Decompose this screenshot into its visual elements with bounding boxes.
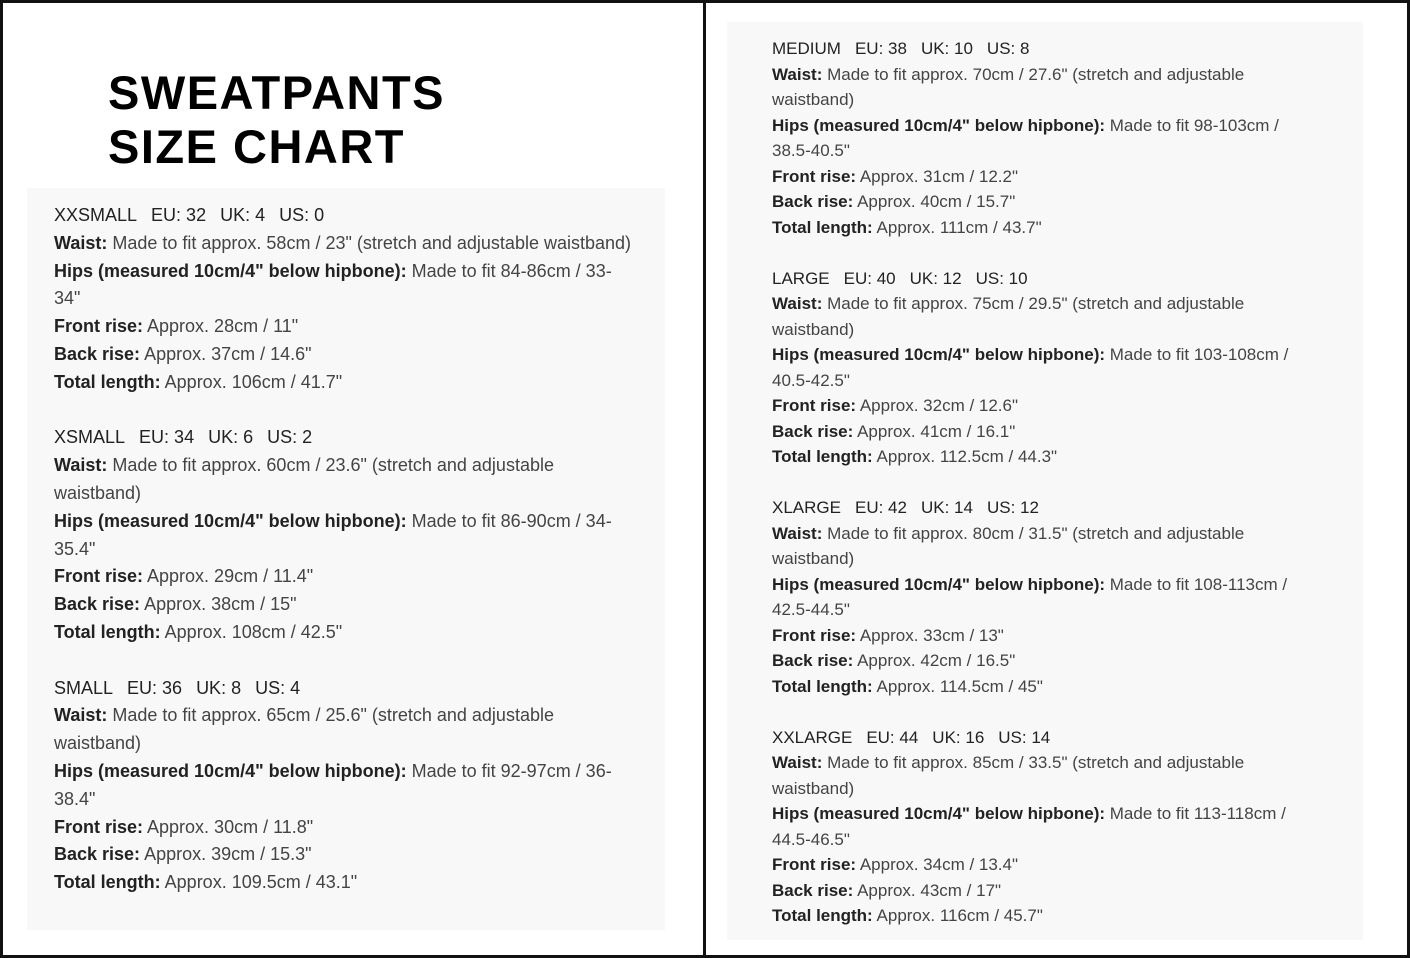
size-header — [54, 424, 634, 452]
waist-label: Waist: — [54, 232, 108, 253]
back-rise-row — [772, 419, 1292, 445]
back-rise-value: Approx. 38cm / 15" — [140, 594, 297, 615]
size-header — [772, 266, 1292, 292]
hips-row — [772, 113, 1292, 164]
hips-label: Hips (measured 10cm/4" below hipbone): — [54, 760, 407, 781]
size-block — [772, 36, 1292, 240]
front-rise-label: Front rise: — [772, 625, 857, 645]
hips-label: Hips (measured 10cm/4" below hipbone): — [772, 574, 1106, 594]
back-rise-value: Approx. 40cm / 15.7" — [853, 192, 1016, 211]
size-name: XSMALL — [54, 427, 126, 448]
front-rise-label: Front rise: — [772, 855, 857, 874]
waist-row — [54, 702, 634, 758]
hips-value: Made to fit 108-113cm / 42.5-44.5" — [772, 574, 1288, 619]
size-us: US: 12 — [986, 498, 1039, 517]
size-us: US: 4 — [255, 677, 301, 698]
front-rise-label: Front rise: — [772, 396, 857, 415]
waist-label: Waist: — [54, 455, 108, 476]
waist-row — [772, 62, 1292, 113]
total-length-row — [54, 369, 634, 397]
hips-value: Made to fit 84-86cm / 33-34" — [54, 260, 612, 309]
back-rise-row — [772, 878, 1292, 904]
right-size-panel — [727, 22, 1363, 940]
front-rise-value: Approx. 28cm / 11" — [143, 316, 299, 337]
hips-row — [54, 758, 634, 814]
waist-label: Waist: — [772, 753, 823, 772]
total-length-label: Total length: — [54, 872, 161, 893]
total-length-row — [772, 444, 1292, 470]
hips-row — [772, 801, 1292, 852]
front-rise-value: Approx. 30cm / 11.8" — [143, 816, 314, 837]
back-rise-value: Approx. 43cm / 17" — [853, 880, 1002, 900]
total-length-label: Total length: — [772, 676, 873, 696]
front-rise-value: Approx. 29cm / 11.4" — [143, 566, 314, 587]
waist-label: Waist: — [772, 294, 823, 313]
hips-row — [54, 258, 634, 314]
size-name: LARGE — [772, 268, 830, 288]
total-length-value: Approx. 114.5cm / 45" — [872, 676, 1043, 696]
total-length-label: Total length: — [54, 621, 161, 642]
size-us: US: 10 — [975, 268, 1028, 288]
total-length-label: Total length: — [772, 906, 873, 925]
waist-value: Made to fit approx. 85cm / 33.5" (stretch and adjustable waistband) — [772, 753, 1245, 798]
back-rise-row — [54, 341, 634, 369]
size-uk: UK: 16 — [932, 727, 985, 747]
waist-value: Made to fit approx. 65cm / 25.6" (stretch and adjustable waistband) — [54, 705, 554, 754]
total-length-row — [54, 619, 634, 647]
waist-value: Made to fit approx. 75cm / 29.5" (stretch and adjustable waistband) — [772, 294, 1245, 339]
front-rise-label: Front rise: — [772, 166, 857, 186]
back-rise-value: Approx. 42cm / 16.5" — [853, 651, 1016, 670]
size-name: SMALL — [54, 677, 114, 698]
front-rise-row — [772, 164, 1292, 190]
front-rise-label: Front rise: — [54, 316, 144, 337]
size-name: XXSMALL — [54, 205, 138, 225]
back-rise-label: Back rise: — [54, 343, 141, 364]
front-rise-row — [54, 313, 634, 341]
total-length-value: Approx. 111cm / 43.7" — [872, 217, 1042, 237]
waist-label: Waist: — [54, 705, 108, 726]
waist-value: Made to fit approx. 80cm / 31.5" (stretch and adjustable waistband) — [772, 523, 1245, 568]
size-eu: EU: 38 — [854, 39, 907, 58]
total-length-label: Total length: — [772, 217, 873, 237]
size-eu: EU: 34 — [139, 427, 195, 448]
total-length-value: Approx. 108cm / 42.5" — [160, 621, 343, 642]
waist-value: Made to fit approx. 70cm / 27.6" (stretch and adjustable waistband) — [772, 64, 1245, 109]
hips-label: Hips (measured 10cm/4" below hipbone): — [772, 345, 1106, 364]
waist-row — [772, 521, 1292, 572]
total-length-label: Total length: — [54, 371, 161, 392]
total-length-row — [54, 869, 634, 897]
front-rise-row — [772, 393, 1292, 419]
waist-row — [54, 230, 634, 258]
size-eu: EU: 44 — [866, 727, 919, 747]
back-rise-label: Back rise: — [772, 421, 854, 441]
waist-value: Made to fit approx. 58cm / 23" (stretch and adjustable waistband) — [107, 232, 632, 253]
size-uk: UK: 8 — [196, 677, 242, 698]
page-title — [108, 66, 445, 174]
hips-value: Made to fit 92-97cm / 36-38.4" — [54, 760, 612, 809]
hips-row — [772, 342, 1292, 393]
right-size-list — [772, 36, 1292, 954]
size-us: US: 14 — [998, 727, 1051, 747]
hips-value: Made to fit 113-118cm / 44.5-46.5" — [772, 804, 1286, 849]
waist-label: Waist: — [772, 523, 823, 543]
front-rise-value: Approx. 34cm / 13.4" — [856, 855, 1019, 874]
size-eu: EU: 32 — [151, 205, 207, 225]
front-rise-row — [54, 563, 634, 591]
front-rise-row — [54, 814, 634, 842]
size-header — [54, 202, 634, 230]
back-rise-value: Approx. 41cm / 16.1" — [853, 421, 1016, 441]
waist-label: Waist: — [772, 64, 823, 84]
size-block — [772, 725, 1292, 929]
back-rise-label: Back rise: — [772, 192, 854, 211]
size-block — [54, 424, 634, 646]
total-length-row — [772, 903, 1292, 929]
size-uk: UK: 12 — [909, 268, 962, 288]
size-uk: UK: 4 — [220, 205, 266, 225]
total-length-row — [772, 215, 1292, 241]
size-eu: EU: 40 — [843, 268, 896, 288]
size-header — [772, 495, 1292, 521]
back-rise-label: Back rise: — [772, 880, 854, 900]
size-header — [54, 675, 634, 703]
hips-label: Hips (measured 10cm/4" below hipbone): — [54, 260, 407, 281]
left-size-list — [54, 202, 634, 925]
back-rise-label: Back rise: — [772, 651, 854, 670]
front-rise-value: Approx. 32cm / 12.6" — [856, 396, 1019, 415]
column-divider — [703, 0, 706, 958]
total-length-value: Approx. 116cm / 45.7" — [872, 906, 1043, 925]
size-block — [54, 675, 634, 897]
back-rise-row — [54, 591, 634, 619]
size-us: US: 0 — [279, 205, 325, 225]
hips-label: Hips (measured 10cm/4" below hipbone): — [772, 115, 1106, 135]
size-header — [772, 725, 1292, 751]
back-rise-row — [54, 841, 634, 869]
front-rise-label: Front rise: — [54, 566, 144, 587]
size-us: US: 8 — [986, 39, 1030, 58]
hips-value: Made to fit 86-90cm / 34-35.4" — [54, 510, 612, 559]
waist-row — [772, 291, 1292, 342]
back-rise-row — [772, 189, 1292, 215]
waist-row — [772, 750, 1292, 801]
front-rise-value: Approx. 31cm / 12.2" — [856, 166, 1019, 186]
size-header — [772, 36, 1292, 62]
size-name: XXLARGE — [772, 727, 853, 747]
back-rise-label: Back rise: — [54, 844, 141, 865]
title-line-1: SWEATPANTS — [108, 66, 446, 119]
back-rise-value: Approx. 39cm / 15.3" — [140, 844, 312, 865]
left-size-panel — [27, 188, 665, 930]
total-length-value: Approx. 112.5cm / 44.3" — [872, 447, 1058, 466]
waist-value: Made to fit approx. 60cm / 23.6" (stretch and adjustable waistband) — [54, 455, 554, 503]
title-line-2: SIZE CHART — [108, 120, 405, 173]
hips-row — [54, 508, 634, 564]
size-us: US: 2 — [267, 427, 313, 448]
hips-label: Hips (measured 10cm/4" below hipbone): — [772, 804, 1106, 823]
hips-value: Made to fit 98-103cm / 38.5-40.5" — [772, 115, 1279, 160]
size-uk: UK: 14 — [920, 498, 973, 517]
hips-label: Hips (measured 10cm/4" below hipbone): — [54, 510, 407, 531]
size-name: MEDIUM — [772, 39, 841, 58]
back-rise-row — [772, 648, 1292, 674]
size-block — [772, 266, 1292, 470]
size-name: XLARGE — [772, 498, 841, 517]
size-uk: UK: 10 — [920, 39, 973, 58]
back-rise-value: Approx. 37cm / 14.6" — [140, 343, 312, 364]
size-eu: EU: 42 — [854, 498, 907, 517]
total-length-label: Total length: — [772, 447, 873, 466]
front-rise-value: Approx. 33cm / 13" — [856, 625, 1004, 645]
total-length-value: Approx. 109.5cm / 43.1" — [160, 872, 358, 893]
front-rise-label: Front rise: — [54, 816, 144, 837]
front-rise-row — [772, 623, 1292, 649]
size-block — [772, 495, 1292, 699]
size-eu: EU: 36 — [127, 677, 183, 698]
total-length-value: Approx. 106cm / 41.7" — [160, 371, 343, 392]
size-uk: UK: 6 — [208, 427, 254, 448]
total-length-row — [772, 674, 1292, 700]
back-rise-label: Back rise: — [54, 594, 141, 615]
hips-value: Made to fit 103-108cm / 40.5-42.5" — [772, 345, 1289, 390]
size-block — [54, 202, 634, 397]
waist-row — [54, 452, 634, 508]
front-rise-row — [772, 852, 1292, 878]
hips-row — [772, 572, 1292, 623]
